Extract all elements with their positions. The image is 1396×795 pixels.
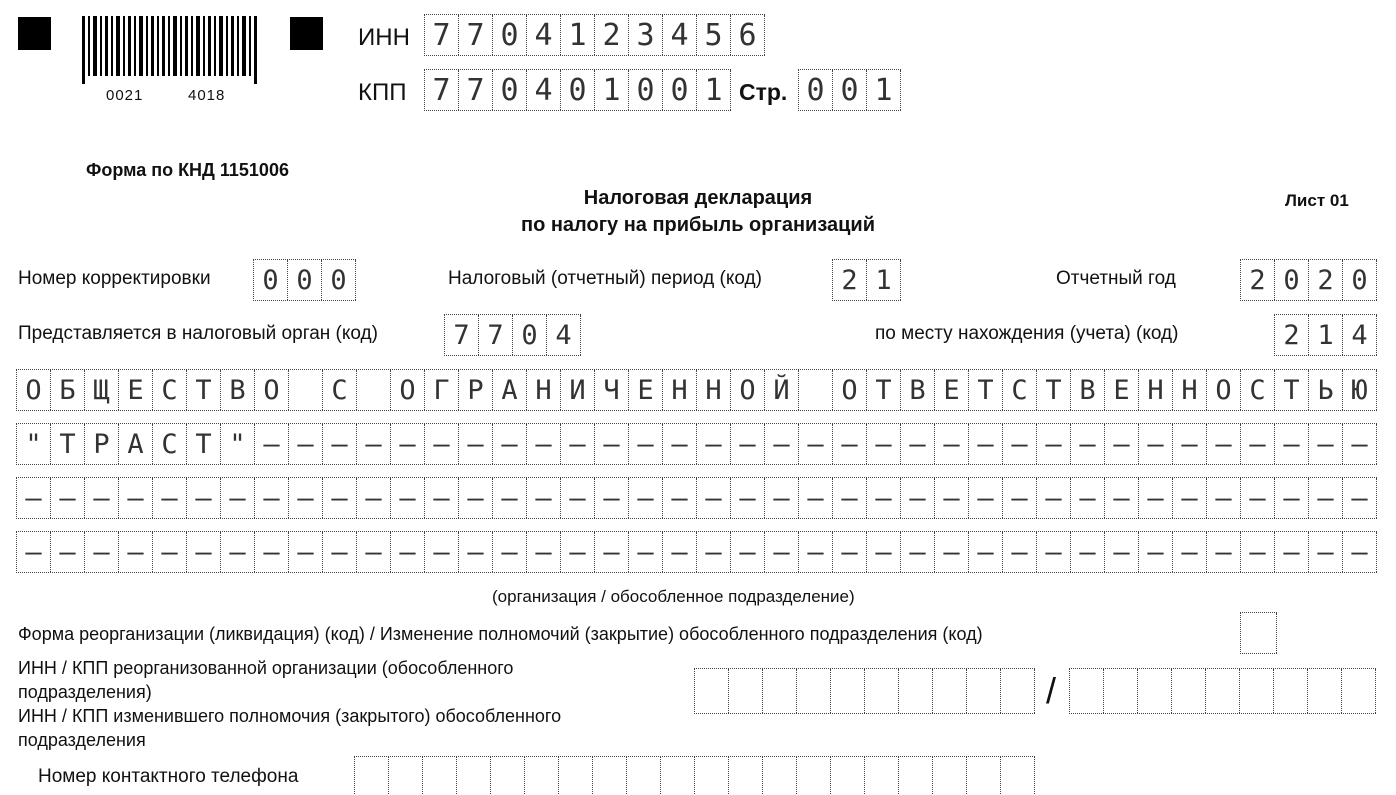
empty-cell xyxy=(491,757,525,794)
empty-cell xyxy=(899,757,933,794)
org-name-cell: – xyxy=(51,532,85,572)
org-name-cell: – xyxy=(629,478,663,518)
empty-cell xyxy=(729,757,763,794)
year-digit: 2 xyxy=(1309,260,1343,300)
empty-cell xyxy=(525,757,559,794)
org-name-cell: – xyxy=(663,478,697,518)
location-field[interactable] xyxy=(1274,314,1377,356)
org-name-cell: – xyxy=(731,478,765,518)
org-name-cell: – xyxy=(527,532,561,572)
org-name-cell: О xyxy=(731,370,765,410)
org-name-cell: – xyxy=(221,532,255,572)
org-name-cell: – xyxy=(1241,478,1275,518)
kpp-digit: 0 xyxy=(561,70,595,110)
year-field[interactable] xyxy=(1240,259,1377,301)
org-name-cell: – xyxy=(17,532,51,572)
period-digit: 1 xyxy=(867,260,901,300)
empty-cell xyxy=(1172,669,1206,713)
inn-digit: 4 xyxy=(527,15,561,55)
org-name-cell: – xyxy=(119,478,153,518)
org-name-cell: – xyxy=(289,532,323,572)
org-name-cell: Е xyxy=(119,370,153,410)
page-label: Стр. xyxy=(739,79,788,105)
inn-label: ИНН xyxy=(358,24,410,51)
page-digit: 0 xyxy=(799,70,833,110)
empty-cell xyxy=(389,757,423,794)
period-label: Налоговый (отчетный) период (код) xyxy=(448,268,762,289)
reorg-form-label: Форма реорганизации (ликвидация) (код) / Изменение полномочий (закрытие) обособленного подразделения (код) xyxy=(18,624,983,644)
correction-digit: 0 xyxy=(288,260,322,300)
org-name-cell: – xyxy=(527,424,561,464)
org-name-cell: – xyxy=(867,424,901,464)
inn-kpp-reorg-label-line2: подразделения) xyxy=(18,682,152,702)
barcode-icon xyxy=(82,16,262,84)
kpp-field[interactable] xyxy=(424,69,731,111)
org-name-cell: – xyxy=(425,478,459,518)
form-title-line2: по налогу на прибыль организаций xyxy=(520,214,875,236)
inn-digit: 5 xyxy=(697,15,731,55)
org-name-cell: – xyxy=(1343,424,1377,464)
org-name-cell: – xyxy=(221,478,255,518)
org-name-cell: – xyxy=(1105,532,1139,572)
org-name-cell: – xyxy=(901,478,935,518)
org-name-cell: – xyxy=(255,532,289,572)
org-name-cell: – xyxy=(935,532,969,572)
org-name-cell: – xyxy=(289,424,323,464)
org-caption: (организация / обособленное подразделение) xyxy=(492,587,855,606)
org-name-cell: – xyxy=(323,424,357,464)
registration-marker-left xyxy=(18,17,51,50)
org-name-cell: – xyxy=(1071,532,1105,572)
inn-digit: 3 xyxy=(629,15,663,55)
empty-cell xyxy=(423,757,457,794)
org-name-cell: В xyxy=(1071,370,1105,410)
org-name-cell: – xyxy=(1139,424,1173,464)
authority-digit: 4 xyxy=(547,315,581,355)
org-name-row-3[interactable] xyxy=(16,477,1377,519)
empty-cell xyxy=(797,669,831,713)
org-name-cell: С xyxy=(153,424,187,464)
barcode-number-left: 0021 xyxy=(106,87,144,104)
org-name-cell: – xyxy=(1071,478,1105,518)
org-name-cell xyxy=(799,370,833,410)
org-name-cell: – xyxy=(391,478,425,518)
org-name-cell: Ч xyxy=(595,370,629,410)
reorg-kpp-field[interactable] xyxy=(1069,668,1376,714)
inn-digit: 4 xyxy=(663,15,697,55)
form-title-line1: Налоговая декларация xyxy=(583,187,813,209)
empty-cell xyxy=(1001,669,1035,713)
org-name-cell: – xyxy=(1037,478,1071,518)
page-field[interactable] xyxy=(798,69,901,111)
org-name-cell: Щ xyxy=(85,370,119,410)
org-name-cell: – xyxy=(493,478,527,518)
org-name-cell: – xyxy=(1207,478,1241,518)
org-name-cell: О xyxy=(17,370,51,410)
org-name-cell: – xyxy=(765,532,799,572)
org-name-cell: – xyxy=(629,424,663,464)
org-name-cell: – xyxy=(391,532,425,572)
kpp-digit: 0 xyxy=(493,70,527,110)
org-name-cell: – xyxy=(17,478,51,518)
location-label: по месту нахождения (учета) (код) xyxy=(875,323,1179,344)
org-name-cell: – xyxy=(1105,424,1139,464)
empty-cell xyxy=(1001,757,1035,794)
empty-cell xyxy=(593,757,627,794)
org-name-cell: Б xyxy=(51,370,85,410)
empty-cell xyxy=(1104,669,1138,713)
location-digit: 4 xyxy=(1343,315,1377,355)
empty-cell xyxy=(831,669,865,713)
org-name-cell: – xyxy=(289,478,323,518)
org-name-cell: – xyxy=(493,532,527,572)
org-name-cell: – xyxy=(1003,424,1037,464)
location-digit: 1 xyxy=(1309,315,1343,355)
authority-digit: 0 xyxy=(513,315,547,355)
kpp-digit: 7 xyxy=(459,70,493,110)
org-name-cell: В xyxy=(221,370,255,410)
org-name-cell: – xyxy=(459,532,493,572)
org-name-cell: – xyxy=(867,532,901,572)
inn-digit: 7 xyxy=(425,15,459,55)
org-name-cell: Е xyxy=(1105,370,1139,410)
empty-cell xyxy=(865,669,899,713)
org-name-cell: Т xyxy=(1037,370,1071,410)
empty-cell xyxy=(1240,669,1274,713)
org-name-cell: – xyxy=(357,424,391,464)
correction-label: Номер корректировки xyxy=(18,268,211,289)
org-name-cell: – xyxy=(187,478,221,518)
empty-cell xyxy=(933,757,967,794)
inn-digit: 2 xyxy=(595,15,629,55)
org-name-cell: В xyxy=(901,370,935,410)
org-name-cell: – xyxy=(1309,424,1343,464)
org-name-cell: – xyxy=(493,424,527,464)
org-name-cell: – xyxy=(1173,478,1207,518)
empty-cell xyxy=(831,757,865,794)
phone-label: Номер контактного телефона xyxy=(38,766,299,787)
empty-cell xyxy=(865,757,899,794)
empty-cell xyxy=(1206,669,1240,713)
inn-kpp-changed-label-line1: ИНН / КПП изменившего полномочия (закрытого) обособленного xyxy=(18,706,562,726)
kpp-digit: 1 xyxy=(595,70,629,110)
empty-cell xyxy=(457,757,491,794)
org-name-cell: О xyxy=(1207,370,1241,410)
org-name-cell: – xyxy=(1309,478,1343,518)
barcode-number-right: 4018 xyxy=(188,87,226,104)
org-name-cell: С xyxy=(323,370,357,410)
reorg-form-cell xyxy=(1241,613,1277,653)
kpp-label: КПП xyxy=(358,79,407,106)
org-name-cell: Н xyxy=(663,370,697,410)
org-name-cell: – xyxy=(1207,532,1241,572)
org-name-cell: – xyxy=(697,478,731,518)
org-name-cell: – xyxy=(1003,532,1037,572)
org-name-cell: – xyxy=(527,478,561,518)
empty-cell xyxy=(763,757,797,794)
org-name-cell: – xyxy=(459,478,493,518)
org-name-cell: – xyxy=(833,424,867,464)
org-name-cell: – xyxy=(323,478,357,518)
org-name-cell: – xyxy=(799,532,833,572)
period-field[interactable] xyxy=(832,259,901,301)
org-name-cell: Т xyxy=(187,424,221,464)
org-name-cell: – xyxy=(357,532,391,572)
empty-cell xyxy=(1138,669,1172,713)
org-name-cell: Р xyxy=(459,370,493,410)
org-name-cell: Т xyxy=(969,370,1003,410)
empty-cell xyxy=(763,669,797,713)
org-name-cell: – xyxy=(51,478,85,518)
inn-digit: 1 xyxy=(561,15,595,55)
org-name-cell: – xyxy=(765,478,799,518)
authority-label: Представляется в налоговый орган (код) xyxy=(18,323,378,344)
org-name-cell: – xyxy=(935,478,969,518)
org-name-cell: И xyxy=(561,370,595,410)
org-name-row-2[interactable] xyxy=(16,423,1377,465)
org-name-cell: – xyxy=(323,532,357,572)
org-name-cell: – xyxy=(1241,424,1275,464)
org-name-cell: – xyxy=(85,478,119,518)
empty-cell xyxy=(933,669,967,713)
org-name-cell: – xyxy=(561,532,595,572)
authority-digit: 7 xyxy=(445,315,479,355)
empty-cell xyxy=(661,757,695,794)
org-name-cell: Т xyxy=(1275,370,1309,410)
org-name-cell: С xyxy=(1241,370,1275,410)
empty-cell xyxy=(355,757,389,794)
year-digit: 0 xyxy=(1275,260,1309,300)
org-name-cell: – xyxy=(1207,424,1241,464)
org-name-cell: – xyxy=(1343,532,1377,572)
org-name-cell: А xyxy=(119,424,153,464)
org-name-cell: – xyxy=(969,478,1003,518)
org-name-cell: – xyxy=(663,532,697,572)
empty-cell xyxy=(729,669,763,713)
org-name-cell: Й xyxy=(765,370,799,410)
org-name-cell: – xyxy=(595,478,629,518)
year-digit: 0 xyxy=(1343,260,1377,300)
sheet-number: Лист 01 xyxy=(1285,191,1349,210)
correction-digit: 0 xyxy=(254,260,288,300)
page-digit: 1 xyxy=(867,70,901,110)
period-digit: 2 xyxy=(833,260,867,300)
org-name-cell: – xyxy=(1173,424,1207,464)
inn-kpp-reorg-label-line1: ИНН / КПП реорганизованной организации (обособленного xyxy=(18,658,514,678)
correction-field[interactable] xyxy=(253,259,356,301)
registration-marker-right xyxy=(290,17,323,50)
org-name-cell xyxy=(289,370,323,410)
org-name-cell: – xyxy=(867,478,901,518)
empty-cell xyxy=(1274,669,1308,713)
authority-field[interactable] xyxy=(444,314,581,356)
org-name-cell: – xyxy=(1003,478,1037,518)
phone-field[interactable] xyxy=(354,756,1035,794)
org-name-cell: " xyxy=(17,424,51,464)
org-name-row-1[interactable] xyxy=(16,369,1377,411)
org-name-cell: Т xyxy=(867,370,901,410)
inn-digit: 7 xyxy=(459,15,493,55)
org-name-cell: – xyxy=(901,424,935,464)
org-name-cell: – xyxy=(901,532,935,572)
org-name-cell: – xyxy=(1343,478,1377,518)
authority-digit: 7 xyxy=(479,315,513,355)
org-name-cell: Г xyxy=(425,370,459,410)
empty-cell xyxy=(797,757,831,794)
org-name-cell: – xyxy=(799,478,833,518)
empty-cell xyxy=(1070,669,1104,713)
org-name-cell: Т xyxy=(187,370,221,410)
org-name-cell: – xyxy=(85,532,119,572)
year-digit: 2 xyxy=(1241,260,1275,300)
org-name-cell: – xyxy=(357,478,391,518)
kpp-digit: 7 xyxy=(425,70,459,110)
inn-kpp-changed-label-line2: подразделения xyxy=(18,730,146,750)
org-name-cell: – xyxy=(697,424,731,464)
org-name-cell: – xyxy=(1105,478,1139,518)
empty-cell xyxy=(559,757,593,794)
org-name-cell: – xyxy=(1309,532,1343,572)
org-name-cell: – xyxy=(935,424,969,464)
org-name-cell: – xyxy=(425,424,459,464)
location-digit: 2 xyxy=(1275,315,1309,355)
inn-digit: 0 xyxy=(493,15,527,55)
org-name-cell: – xyxy=(833,478,867,518)
correction-digit: 0 xyxy=(322,260,356,300)
org-name-cell: – xyxy=(187,532,221,572)
org-name-cell: – xyxy=(731,424,765,464)
org-name-cell: Р xyxy=(85,424,119,464)
org-name-cell: – xyxy=(153,532,187,572)
page-digit: 0 xyxy=(833,70,867,110)
org-name-cell: Ю xyxy=(1343,370,1377,410)
org-name-cell: Н xyxy=(1173,370,1207,410)
inn-digit: 6 xyxy=(731,15,765,55)
org-name-cell: – xyxy=(1139,532,1173,572)
org-name-cell xyxy=(357,370,391,410)
org-name-cell: – xyxy=(255,478,289,518)
org-name-cell: – xyxy=(1173,532,1207,572)
reorg-inn-field[interactable] xyxy=(694,668,1035,714)
org-name-cell: – xyxy=(1275,424,1309,464)
org-name-cell: – xyxy=(1139,478,1173,518)
org-name-cell: – xyxy=(969,424,1003,464)
org-name-cell: С xyxy=(1003,370,1037,410)
org-name-cell: – xyxy=(969,532,1003,572)
org-name-cell: – xyxy=(561,424,595,464)
reorg-form-field[interactable] xyxy=(1240,612,1277,654)
org-name-cell: – xyxy=(595,532,629,572)
empty-cell xyxy=(695,757,729,794)
org-name-cell: Е xyxy=(935,370,969,410)
empty-cell xyxy=(627,757,661,794)
org-name-cell: Е xyxy=(629,370,663,410)
org-name-cell: – xyxy=(255,424,289,464)
form-title xyxy=(448,185,948,239)
org-name-cell: Ь xyxy=(1309,370,1343,410)
org-name-row-4[interactable] xyxy=(16,531,1377,573)
org-name-cell: О xyxy=(833,370,867,410)
org-name-cell: С xyxy=(153,370,187,410)
org-name-cell: – xyxy=(697,532,731,572)
empty-cell xyxy=(1308,669,1342,713)
year-label: Отчетный год xyxy=(1056,268,1176,289)
kpp-digit: 4 xyxy=(527,70,561,110)
empty-cell xyxy=(967,757,1001,794)
kpp-digit: 0 xyxy=(663,70,697,110)
org-name-cell: – xyxy=(663,424,697,464)
kpp-digit: 1 xyxy=(697,70,731,110)
org-name-cell: Н xyxy=(697,370,731,410)
org-name-cell: – xyxy=(1241,532,1275,572)
inn-field[interactable] xyxy=(424,14,765,56)
org-name-cell: – xyxy=(1071,424,1105,464)
org-name-cell: – xyxy=(799,424,833,464)
org-name-cell: Н xyxy=(527,370,561,410)
org-name-cell: – xyxy=(561,478,595,518)
org-name-cell: – xyxy=(1275,478,1309,518)
org-name-cell: – xyxy=(1037,424,1071,464)
empty-cell xyxy=(967,669,1001,713)
org-name-cell: О xyxy=(391,370,425,410)
org-name-cell: – xyxy=(459,424,493,464)
org-name-cell: " xyxy=(221,424,255,464)
org-name-cell: – xyxy=(629,532,663,572)
org-name-cell: – xyxy=(425,532,459,572)
org-name-cell: О xyxy=(255,370,289,410)
org-name-cell: – xyxy=(731,532,765,572)
org-name-cell: – xyxy=(765,424,799,464)
kpp-digit: 0 xyxy=(629,70,663,110)
empty-cell xyxy=(899,669,933,713)
org-name-cell: – xyxy=(153,478,187,518)
inn-kpp-slash: / xyxy=(1046,670,1057,711)
org-name-cell: – xyxy=(391,424,425,464)
form-knd: Форма по КНД 1151006 xyxy=(86,160,289,180)
org-name-cell: – xyxy=(1275,532,1309,572)
org-name-cell: – xyxy=(1037,532,1071,572)
empty-cell xyxy=(1342,669,1376,713)
org-name-cell: Н xyxy=(1139,370,1173,410)
org-name-cell: А xyxy=(493,370,527,410)
empty-cell xyxy=(695,669,729,713)
org-name-cell: – xyxy=(595,424,629,464)
org-name-cell: – xyxy=(119,532,153,572)
org-name-cell: Т xyxy=(51,424,85,464)
org-name-cell: – xyxy=(833,532,867,572)
